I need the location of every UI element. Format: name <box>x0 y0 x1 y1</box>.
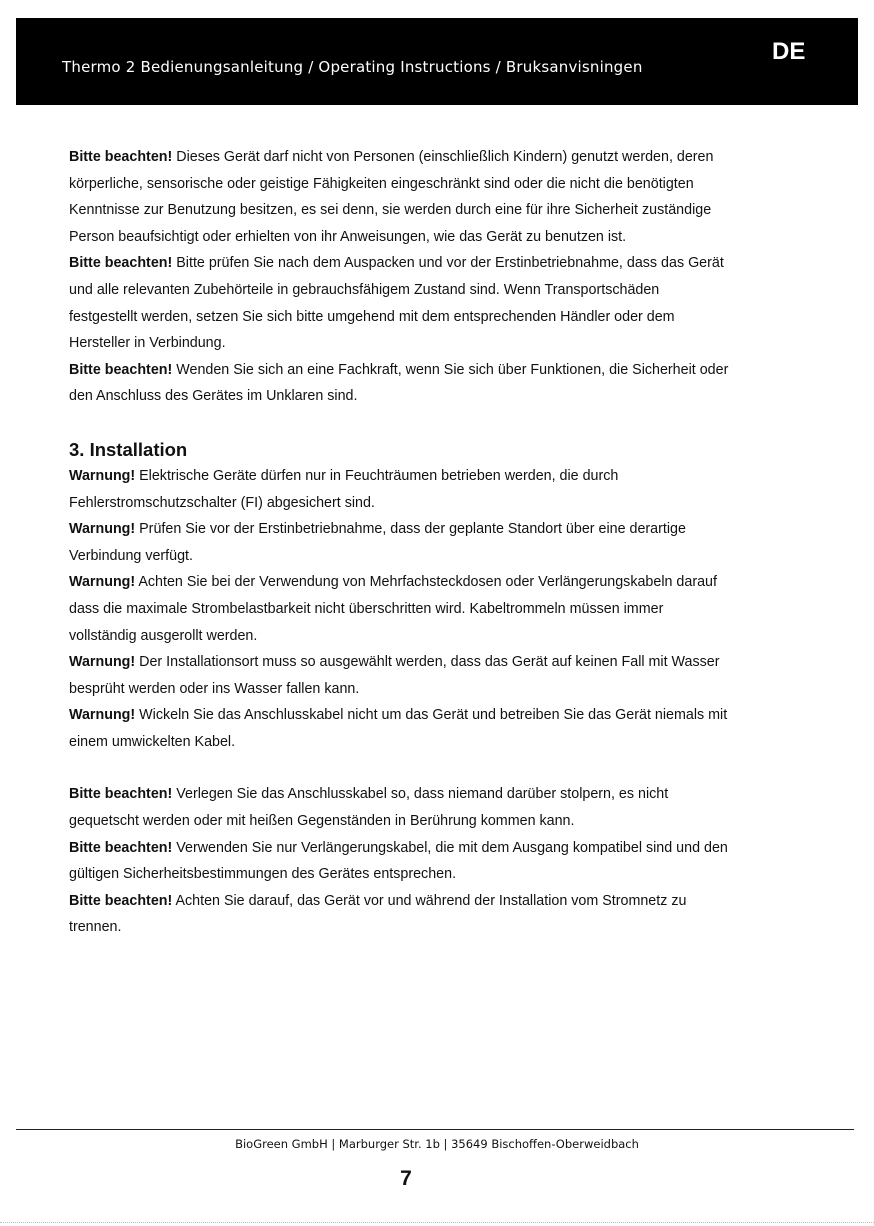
warning-paragraph <box>69 649 819 702</box>
note-label: Bitte beachten! <box>69 361 173 378</box>
note-paragraph <box>69 888 819 941</box>
footer-address: BioGreen GmbH | Marburger Str. 1b | 35649 Bischoffen-Oberweidbach <box>235 1137 639 1151</box>
warning-text: Prüfen Sie vor der Erstinbetriebnahme, dass der geplante Standort über eine derartige <box>135 521 686 538</box>
warning-label: Warnung! <box>69 574 136 591</box>
note-text: Hersteller in Verbindung. <box>69 335 226 352</box>
note-label: Bitte beachten! <box>69 255 173 272</box>
warning-text: Fehlerstromschutzschalter (FI) abgesichert sind. <box>69 494 375 511</box>
warning-label: Warnung! <box>69 467 136 484</box>
warning-text: vollständig ausgerollt werden. <box>69 627 258 644</box>
page-content <box>69 144 819 941</box>
note-label: Bitte beachten! <box>69 892 173 909</box>
warning-paragraph <box>69 516 819 569</box>
note-label: Bitte beachten! <box>69 839 173 856</box>
note-text: gequetscht werden oder mit heißen Gegenständen in Berührung kommen kann. <box>69 813 575 830</box>
note-text: Verlegen Sie das Anschlusskabel so, dass niemand darüber stolpern, es nicht <box>172 786 669 803</box>
language-badge: DE <box>772 38 806 65</box>
note-text: Verwenden Sie nur Verlängerungskabel, die mit dem Ausgang kompatibel sind und den <box>172 839 728 856</box>
warning-text: Achten Sie bei der Verwendung von Mehrfachsteckdosen oder Verlängerungskabeln darauf <box>135 574 717 591</box>
note-text: gültigen Sicherheitsbestimmungen des Gerätes entsprechen. <box>69 866 457 883</box>
note-paragraph <box>69 781 819 834</box>
note-paragraph <box>69 357 819 410</box>
note-text: festgestellt werden, setzen Sie sich bitte umgehend mit dem entsprechenden Händler oder dem <box>69 308 675 325</box>
footer-divider <box>16 1129 854 1130</box>
warning-text: besprüht werden oder ins Wasser fallen kann. <box>69 680 360 697</box>
warning-paragraph <box>69 702 819 755</box>
warning-label: Warnung! <box>69 707 136 724</box>
warning-text: Elektrische Geräte dürfen nur in Feuchträumen betrieben werden, die durch <box>135 467 619 484</box>
note-text: und alle relevanten Zubehörteile in gebrauchsfähigem Zustand sind. Wenn Transportschäden <box>69 281 660 298</box>
note-text: Person beaufsichtigt oder erhielten von ihr Anweisungen, wie das Gerät zu benutzen ist. <box>69 228 627 245</box>
note-paragraph <box>69 835 819 888</box>
note-text: Dieses Gerät darf nicht von Personen (einschließlich Kindern) genutzt werden, deren <box>172 149 714 165</box>
page-number: 7 <box>400 1167 412 1190</box>
note-text: Bitte prüfen Sie nach dem Auspacken und vor der Erstinbetriebnahme, dass das Gerät <box>172 255 724 272</box>
section-title: 3. Installation <box>69 438 188 460</box>
page-header <box>16 18 858 105</box>
page-bottom-edge <box>0 1222 874 1223</box>
warning-text: Verbindung verfügt. <box>69 547 193 564</box>
warning-text: Wickeln Sie das Anschlusskabel nicht um das Gerät und betreiben Sie das Gerät niemals mit <box>135 707 728 724</box>
note-text: Achten Sie darauf, das Gerät vor und während der Installation vom Stromnetz zu <box>172 892 687 909</box>
header-title: Thermo 2 Bedienungsanleitung / Operating Instructions / Bruksanvisningen <box>62 58 643 76</box>
warning-label: Warnung! <box>69 654 136 671</box>
note-text: trennen. <box>69 919 122 936</box>
note-text: Wenden Sie sich an eine Fachkraft, wenn Sie sich über Funktionen, die Sicherheit oder <box>172 361 729 378</box>
note-label: Bitte beachten! <box>69 149 173 165</box>
note-text: körperliche, sensorische oder geistige Fähigkeiten eingeschränkt sind oder die nicht die benötigten <box>69 175 694 192</box>
note-paragraph <box>69 250 819 356</box>
warning-text: einem umwickelten Kabel. <box>69 733 236 750</box>
warning-text: Der Installationsort muss so ausgewählt werden, dass das Gerät auf keinen Fall mit Wasser <box>135 654 720 671</box>
note-text: den Anschluss des Gerätes im Unklaren sind. <box>69 388 358 405</box>
warning-paragraph <box>69 569 819 649</box>
note-paragraph <box>69 144 819 250</box>
note-label: Bitte beachten! <box>69 786 173 803</box>
warning-paragraph <box>69 463 819 516</box>
warning-label: Warnung! <box>69 521 136 538</box>
note-text: Kenntnisse zur Benutzung besitzen, es sei denn, sie werden durch eine für ihre Sicherheit zuständige <box>69 202 712 219</box>
warning-text: dass die maximale Strombelastbarkeit nicht überschritten wird. Kabeltrommeln müssen immer <box>69 600 664 617</box>
